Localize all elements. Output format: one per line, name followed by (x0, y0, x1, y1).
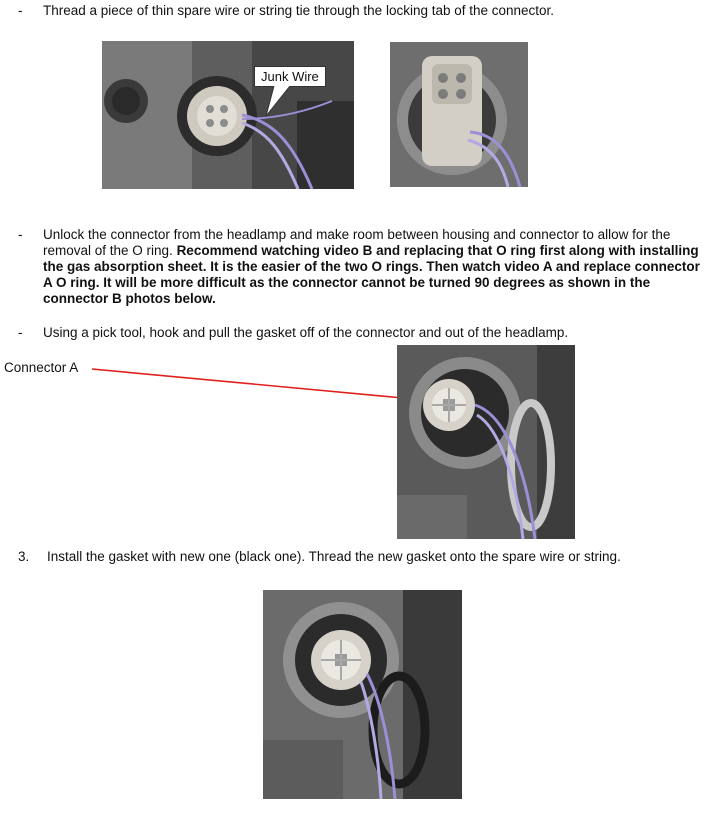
bullet-marker: - (18, 3, 23, 18)
step-3-text: Using a pick tool, hook and pull the gasket off of the connector and out of the headlamp. (43, 325, 569, 340)
bullet-marker: - (18, 227, 23, 242)
callout-pointer (262, 86, 302, 126)
step-2-bold-text: Recommend watching video B and replacing that O ring first along with installing the gas absorption sheet. It is the easier of the two O rings. Then watch video A and replace connector A O ring. It will be more difficult as the connector cannot be turned 90 degrees as shown in the connector B photos below. (43, 243, 700, 306)
photo-connector-closeup (390, 42, 528, 187)
step-2-normal-text: Unlock the connector from the headlamp and make room between housing and connector to allow for the removal of the O ring. (43, 227, 671, 258)
photo-connector-a-gasket-removal (397, 345, 575, 539)
photo-new-gasket-installed (263, 590, 462, 799)
bullet-marker: - (18, 325, 23, 340)
junk-wire-callout: Junk Wire (254, 66, 326, 87)
step-1-text: Thread a piece of thin spare wire or string tie through the locking tab of the connector. (43, 3, 555, 18)
step-4-text: Install the gasket with new one (black one). Thread the new gasket onto the spare wire or string. (47, 549, 621, 564)
step-2-text (43, 227, 708, 307)
connector-a-label: Connector A (4, 360, 79, 375)
connector-a-arrow (88, 362, 436, 408)
photo-connector-junk-wire (102, 41, 354, 189)
step-number: 3. (18, 549, 30, 564)
